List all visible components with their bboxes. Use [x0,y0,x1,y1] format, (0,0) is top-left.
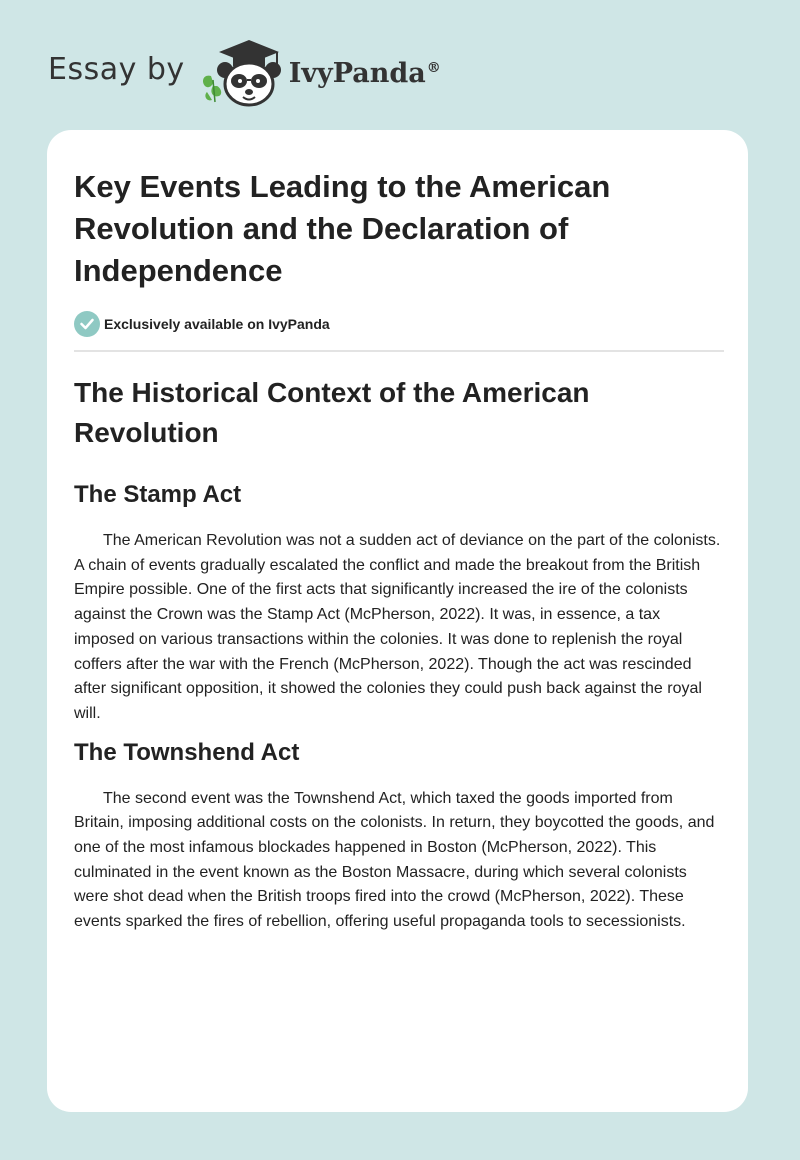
brand-name-text: IvyPanda [288,57,426,89]
subsection-heading-stamp-act: The Stamp Act [74,481,242,508]
availability-badge [74,311,724,337]
essay-title: Key Events Leading to the American Revolution and the Declaration of Independence [74,169,611,288]
brand-logo[interactable] [48,36,441,108]
essay-card [47,130,748,1112]
divider [74,350,724,352]
check-circle-icon [74,311,100,337]
subsection-heading-townshend-act: The Townshend Act [74,738,300,766]
registered-mark: ® [426,59,441,76]
badge-text: Exclusively available on IvyPanda [104,316,330,332]
paragraph-townshend-act: The second event was the Townshend Act, which taxed the goods imported from Britain, imposing additional costs on the colonists. In return, they boycotted the goods, and one of the most infamous blockades happened in Boston (McPherson, 2022). This culminated in the event known as the Boston Massacre, during which several colonists were shot dead when the British troops fired into the crowd (McPherson, 2022). These events sparked the fires of rebellion, offering useful propaganda tools to secessionists. [74,789,715,931]
brand-prefix: Essay by [48,51,185,87]
panda-graduation-icon [199,36,289,108]
essay-content [74,166,724,935]
paragraph-stamp-act: The American Revolution was not a sudden act of deviance on the part of the colonists. A chain of events gradually escalated the conflict and made the breakout from the British Empire possible. One of the first acts that significantly increased the ire of the colonists against the Crown was the Stamp Act (McPherson, 2022). It was, in essence, a tax imposed on various transactions within the colonies. It was done to replenish the royal coffers after the war with the French (McPherson, 2022). Though the act was rescinded after significant opposition, it showed the colonies they could push back against the royal will. [74,532,721,722]
brand-name [289,58,441,89]
section-heading: The Historical Context of the American Revolution [74,377,590,448]
